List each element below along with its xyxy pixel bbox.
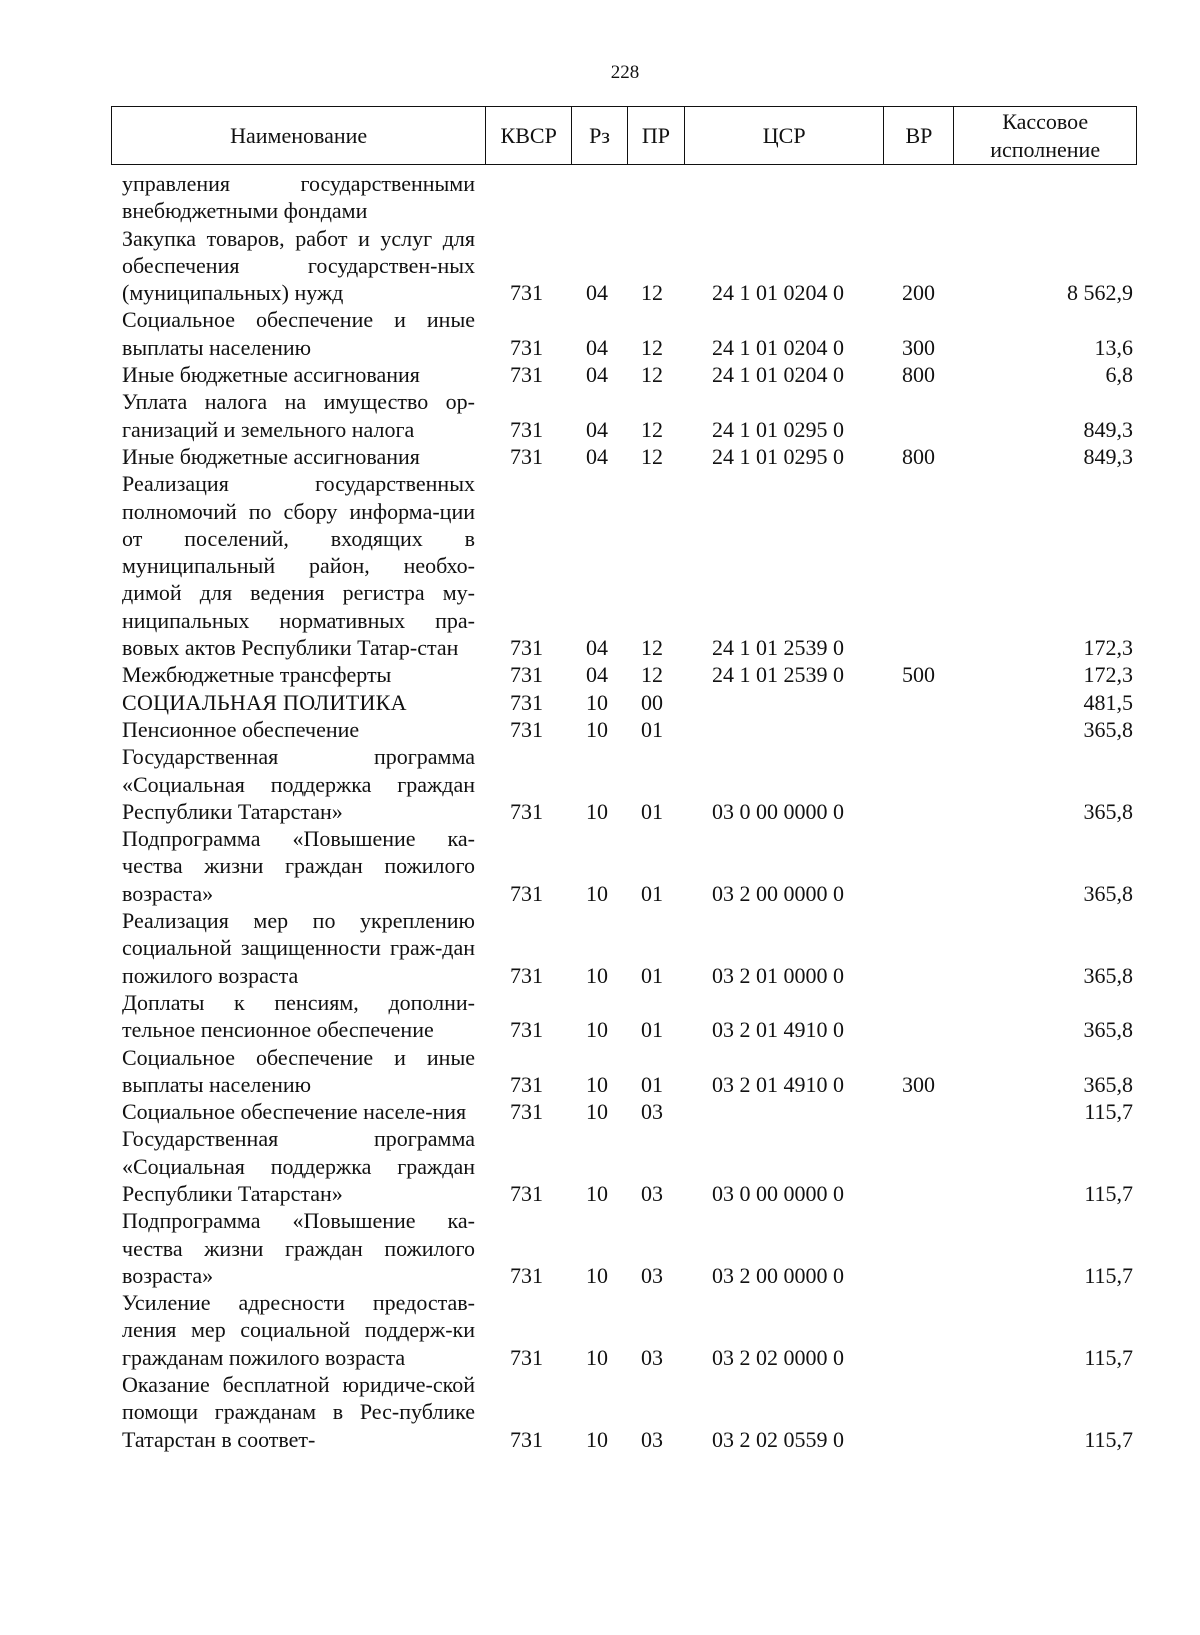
row-kas: 6,8 [1105, 362, 1133, 388]
row-name: Иные бюджетные ассигнования [122, 443, 420, 469]
header-kvsr: КВСР [486, 107, 572, 164]
row-kvsr: 731 [510, 334, 543, 360]
row-vr: 300 [902, 334, 935, 360]
table-row [0, 361, 1200, 388]
row-pr: 00 [641, 689, 663, 715]
row-csr: 03 2 01 4910 0 [712, 1017, 844, 1043]
row-rz: 04 [586, 662, 608, 688]
row-csr: 03 2 00 0000 0 [712, 1262, 844, 1288]
row-kvsr: 731 [510, 362, 543, 388]
row-kas: 365,8 [1083, 716, 1133, 742]
row-pr: 12 [641, 362, 663, 388]
row-name: Социальное обеспечение и иные выплаты населению [122, 307, 475, 360]
row-kvsr: 731 [510, 1344, 543, 1370]
row-kvsr: 731 [510, 1099, 543, 1125]
row-kvsr: 731 [510, 1017, 543, 1043]
row-name: Государственная программа «Социальная поддержка граждан Республики Татарстан» [122, 1126, 475, 1206]
row-csr: 03 2 01 4910 0 [712, 1071, 844, 1097]
row-name: Закупка товаров, работ и услуг для обеспечения государствен-ных (муниципальных) нужд [122, 225, 475, 306]
page-number: 228 [610, 62, 640, 83]
row-rz: 04 [586, 443, 608, 469]
row-rz: 04 [586, 635, 608, 661]
row-kas: 115,7 [1084, 1180, 1133, 1206]
row-name: управления государственными внебюджетными фондами [122, 171, 475, 224]
row-csr: 24 1 01 0204 0 [712, 334, 844, 360]
row-kas: 365,8 [1083, 880, 1133, 906]
row-name: Усиление адресности предостав-ления мер социальной поддерж-ки гражданам пожилого возраста [122, 1290, 475, 1370]
row-name: Подпрограмма «Повышение ка-чества жизни граждан пожилого возраста» [122, 826, 475, 906]
row-name: Иные бюджетные ассигнования [122, 362, 420, 388]
row-vr: 800 [902, 362, 935, 388]
row-kvsr: 731 [510, 689, 543, 715]
header-csr: ЦСР [685, 107, 885, 164]
row-name: Уплата налога на имущество ор-ганизаций и земельного налога [122, 389, 475, 442]
row-rz: 04 [586, 280, 608, 306]
row-name: Социальное обеспечение населе-ния [122, 1099, 467, 1125]
row-csr: 03 2 02 0559 0 [712, 1426, 844, 1452]
row-kas: 481,5 [1083, 689, 1133, 715]
row-kas: 365,8 [1083, 962, 1133, 988]
header-rz: Рз [572, 107, 628, 164]
table-row [0, 743, 1200, 825]
table-body [0, 170, 1200, 1453]
row-kvsr: 731 [510, 1262, 543, 1288]
row-rz: 10 [586, 880, 608, 906]
row-kvsr: 731 [510, 1426, 543, 1452]
row-csr: 24 1 01 0295 0 [712, 416, 844, 442]
row-rz: 10 [586, 1180, 608, 1206]
row-rz: 04 [586, 334, 608, 360]
row-kvsr: 731 [510, 443, 543, 469]
row-name: Доплаты к пенсиям, дополни-тельное пенсионное обеспечение [122, 989, 475, 1043]
row-pr: 03 [641, 1426, 663, 1452]
row-name: Реализация государственных полномочий по сбору информа-ции от поселений, входящих в муниципальный район, необхо-димой для ведения регистра му-ниципальных нормативных пра-вовых актов Республики Татар-стан [122, 471, 475, 661]
row-pr: 01 [641, 798, 663, 824]
header-kassovoe: Кассовое исполнение [990, 108, 1101, 162]
row-pr: 03 [641, 1344, 663, 1370]
row-rz: 10 [586, 689, 608, 715]
header-vr: ВР [884, 107, 954, 164]
row-vr: 200 [902, 280, 935, 306]
table-row [0, 1125, 1200, 1207]
row-csr: 24 1 01 0204 0 [712, 362, 844, 388]
row-pr: 03 [641, 1180, 663, 1206]
row-kvsr: 731 [510, 662, 543, 688]
row-rz: 10 [586, 1344, 608, 1370]
row-kas: 365,8 [1083, 798, 1133, 824]
row-pr: 03 [641, 1262, 663, 1288]
row-rz: 10 [586, 1262, 608, 1288]
row-kvsr: 731 [510, 716, 543, 742]
header-name: Наименование [112, 107, 486, 164]
row-rz: 10 [586, 798, 608, 824]
row-rz: 10 [586, 1426, 608, 1452]
table-row [0, 1289, 1200, 1371]
row-kas: 115,7 [1084, 1099, 1133, 1125]
row-rz: 10 [586, 962, 608, 988]
table-row [0, 825, 1200, 907]
row-pr: 01 [641, 880, 663, 906]
row-rz: 10 [586, 1071, 608, 1097]
row-vr: 500 [902, 662, 935, 688]
header-pr: ПР [628, 107, 685, 164]
row-csr: 03 0 00 0000 0 [712, 798, 844, 824]
row-rz: 10 [586, 1099, 608, 1125]
row-kas: 365,8 [1083, 1071, 1133, 1097]
row-kvsr: 731 [510, 962, 543, 988]
row-csr: 03 2 01 0000 0 [712, 962, 844, 988]
row-name: Межбюджетные трансферты [122, 662, 392, 688]
row-kas: 13,6 [1094, 334, 1133, 360]
row-kas: 172,3 [1083, 662, 1133, 688]
row-csr: 03 0 00 0000 0 [712, 1180, 844, 1206]
row-csr: 24 1 01 2539 0 [712, 662, 844, 688]
row-pr: 01 [641, 1017, 663, 1043]
row-kvsr: 731 [510, 416, 543, 442]
row-rz: 04 [586, 416, 608, 442]
row-pr: 12 [641, 280, 663, 306]
row-kas: 849,3 [1083, 443, 1133, 469]
row-pr: 12 [641, 635, 663, 661]
table-row [0, 989, 1200, 1044]
row-kas: 115,7 [1084, 1426, 1133, 1452]
row-kas: 8 562,9 [1067, 280, 1133, 306]
row-csr: 03 2 02 0000 0 [712, 1344, 844, 1370]
row-vr: 800 [902, 443, 935, 469]
row-pr: 12 [641, 416, 663, 442]
row-rz: 10 [586, 1017, 608, 1043]
row-kas: 365,8 [1083, 1017, 1133, 1043]
table-row [0, 1098, 1200, 1125]
row-kas: 849,3 [1083, 416, 1133, 442]
table-row [0, 306, 1200, 361]
row-pr: 01 [641, 716, 663, 742]
row-csr: 24 1 01 2539 0 [712, 635, 844, 661]
row-name: Подпрограмма «Повышение ка-чества жизни граждан пожилого возраста» [122, 1208, 475, 1288]
row-kas: 115,7 [1084, 1344, 1133, 1370]
row-rz: 04 [586, 362, 608, 388]
row-pr: 12 [641, 334, 663, 360]
row-pr: 01 [641, 1071, 663, 1097]
row-rz: 10 [586, 716, 608, 742]
row-kvsr: 731 [510, 1180, 543, 1206]
row-pr: 01 [641, 962, 663, 988]
table-row [0, 689, 1200, 716]
row-pr: 03 [641, 1099, 663, 1125]
row-csr: 03 2 00 0000 0 [712, 880, 844, 906]
table-row [0, 470, 1200, 661]
table-row [0, 225, 1200, 307]
row-name: Социальное обеспечение и иные выплаты населению [122, 1044, 475, 1097]
table-row [0, 170, 1200, 225]
row-kas: 172,3 [1083, 635, 1133, 661]
table-row [0, 716, 1200, 743]
row-pr: 12 [641, 443, 663, 469]
table-row [0, 1371, 1200, 1453]
table-row [0, 907, 1200, 989]
row-csr: 24 1 01 0295 0 [712, 443, 844, 469]
table-row [0, 443, 1200, 470]
table-row [0, 1044, 1200, 1099]
row-kvsr: 731 [510, 798, 543, 824]
row-pr: 12 [641, 662, 663, 688]
row-kvsr: 731 [510, 880, 543, 906]
row-name: Оказание бесплатной юридиче-ской помощи гражданам в Рес-публике Татарстан в соответ- [122, 1372, 475, 1452]
row-name: Пенсионное обеспечение [122, 716, 360, 742]
row-kvsr: 731 [510, 635, 543, 661]
row-name: Государственная программа «Социальная поддержка граждан Республики Татарстан» [122, 744, 475, 824]
row-kvsr: 731 [510, 1071, 543, 1097]
row-name: Реализация мер по укреплению социальной защищенности граж-дан пожилого возраста [122, 908, 475, 988]
row-kas: 115,7 [1084, 1262, 1133, 1288]
row-csr: 24 1 01 0204 0 [712, 280, 844, 306]
table-row [0, 388, 1200, 443]
table-row [0, 1207, 1200, 1289]
table-header [111, 106, 1137, 165]
row-name: СОЦИАЛЬНАЯ ПОЛИТИКА [122, 689, 407, 715]
table-row [0, 661, 1200, 688]
row-vr: 300 [902, 1071, 935, 1097]
row-kvsr: 731 [510, 280, 543, 306]
